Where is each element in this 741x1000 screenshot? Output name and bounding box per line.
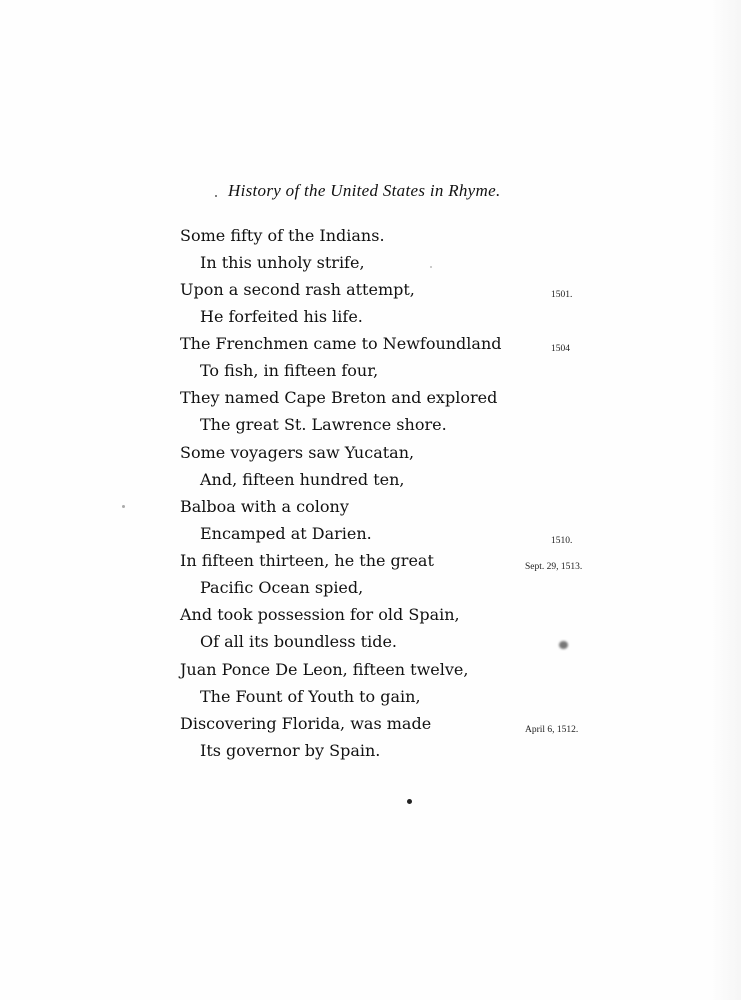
title-ornament-dot	[215, 195, 217, 197]
verse-line: Discovering Florida, was made	[180, 714, 432, 733]
page-end-dot	[407, 799, 412, 804]
verse-line: They named Cape Breton and explored	[180, 388, 498, 407]
verse-line: In fifteen thirteen, he the great	[180, 551, 434, 570]
ink-speck	[559, 641, 568, 649]
verse-line: Encamped at Darien.	[200, 524, 372, 543]
verse-line: Some voyagers saw Yucatan,	[180, 443, 415, 462]
verse-line: The great St. Lawrence shore.	[200, 415, 447, 434]
ink-speck	[122, 505, 125, 508]
verse-line: Juan Ponce De Leon, fifteen twelve,	[180, 660, 469, 679]
verse-line: Balboa with a colony	[180, 497, 349, 516]
verse-line: Some fifty of the Indians.	[180, 226, 385, 245]
page-edge-shade	[711, 0, 741, 1000]
running-title: History of the United States in Rhyme.	[228, 181, 501, 200]
ink-speck	[430, 266, 432, 268]
verse-line: The Frenchmen came to Newfoundland	[180, 334, 502, 353]
margin-date-1501: 1501.	[551, 290, 573, 300]
verse-line: To fish, in fifteen four,	[200, 361, 379, 380]
margin-date-1510: 1510.	[551, 536, 573, 546]
verse-line: And took possession for old Spain,	[180, 605, 460, 624]
margin-date-1513: Sept. 29, 1513.	[525, 562, 583, 572]
margin-date-1512: April 6, 1512.	[525, 725, 579, 735]
verse-line: Upon a second rash attempt,	[180, 280, 415, 299]
verse-line: The Fount of Youth to gain,	[200, 687, 421, 706]
verse-line: Its governor by Spain.	[200, 741, 381, 760]
margin-date-1504: 1504	[551, 344, 570, 354]
verse-line: Of all its boundless tide.	[200, 632, 397, 651]
verse-line: He forfeited his life.	[200, 307, 363, 326]
verse-line: In this unholy strife,	[200, 253, 365, 272]
verse-line: Pacific Ocean spied,	[200, 578, 364, 597]
verse-line: And, fifteen hundred ten,	[200, 470, 405, 489]
